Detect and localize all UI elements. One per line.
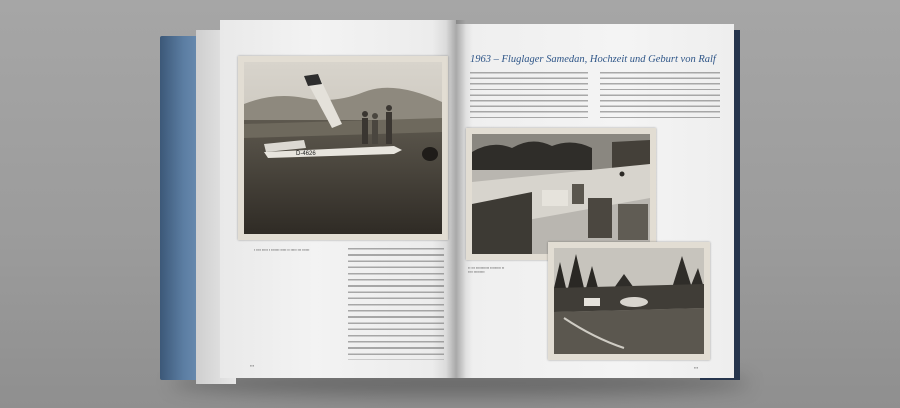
- glider-image: [244, 62, 442, 234]
- left-page-number: ▪▪▪: [250, 363, 255, 368]
- street-image: [472, 134, 650, 254]
- glider-photo-caption: ▪ ▪▪▪▪ ▪▪▪▪▪ ▪ ▪▪▪▪▪▪▪ ▪▪▪▪▪ ▪▪ ▪▪▪▪▪ ▪▪▪ ▪▪▪▪▪▪: [254, 248, 310, 252]
- svg-text:D-4626: D-4626: [296, 151, 316, 157]
- right-page-number: ▪▪▪: [694, 365, 699, 370]
- left-body-text: [348, 248, 444, 360]
- landscape-image: [554, 248, 704, 354]
- right-page: [456, 24, 734, 378]
- page-heading: 1963 – Fluglager Samedan, Hochzeit und Geburt von Ralf: [470, 54, 716, 65]
- left-page: [220, 20, 456, 378]
- street-photo-caption: ▪▪ ▪▪▪ ▪▪▪▪▪▪▪▪▪▪▪ ▪▪▪▪▪▪▪▪▪ ▪▪ ▪▪▪▪ ▪▪▪▪▪▪▪▪▪: [468, 266, 505, 275]
- glider-photo: [238, 56, 448, 240]
- right-body-text-col2: [600, 72, 720, 118]
- landscape-photo: [548, 242, 710, 360]
- right-body-text-col1: [470, 72, 588, 118]
- street-photo: [466, 128, 656, 260]
- book-gutter: [446, 20, 466, 378]
